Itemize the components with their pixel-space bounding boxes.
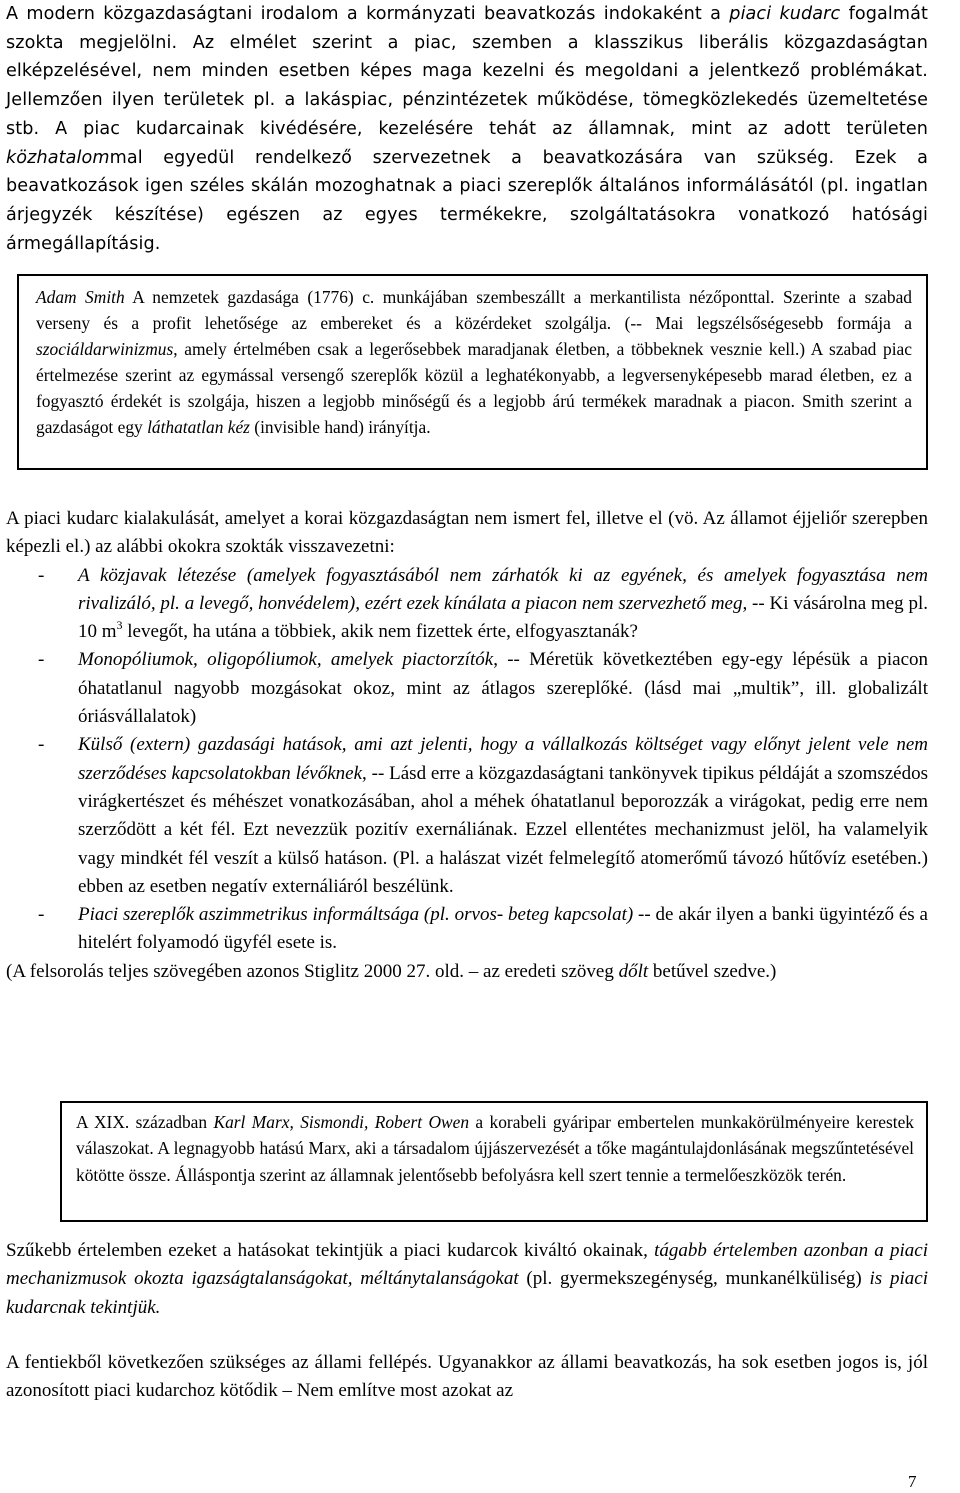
para3-italic-2: is piaci kudarcnak tekintjük. bbox=[6, 1268, 928, 1318]
adam-smith-paragraph bbox=[36, 284, 912, 441]
intro-italic-kozhatalom: közhatalom bbox=[6, 147, 110, 168]
market-failure-section bbox=[6, 505, 928, 986]
dash-bullet: - bbox=[38, 734, 45, 756]
list-item-3-text: , -- Lásd erre a közgazdaságtani tankönyvek tipikus példáját a szomszédos virágkertészet és méhészet vonatkozásában, ahol a méhek óhatatlanul beporozzák a virágokat, pedig erre nem szerződött a két fél. Ezt nevezzük pozitív exernáliának. Ezzel ellentétes mechanizmust jelöl, ha valamelyik vagy mindkét fél veszít a külső hatáson. (Pl. a halászat vizét felmelegítő atomerőmű távozó hűtővíz esetében.) ebben az esetben negatív externáliáról beszélünk. bbox=[78, 762, 929, 897]
marx-box bbox=[60, 1101, 928, 1222]
narrow-broad-paragraph bbox=[6, 1237, 928, 1322]
market-failure-list bbox=[6, 562, 928, 958]
list-item-1-text: -- Ki vásárolna meg pl. 10 m bbox=[78, 592, 928, 643]
para3-text-1: Szűkebb értelemben ezeket a hatásokat tekintjük a piaci kudarcok kiváltó okainak, bbox=[6, 1240, 655, 1261]
intro-italic-piaci-kudarc: piaci kudarc bbox=[729, 4, 841, 24]
para3-italic-1: tágabb értelemben azonban a piaci mechanizmusok okozta igazságtalanságokat, méltánytalanságokat bbox=[6, 1240, 928, 1290]
list-item-3-italic: Külső (extern) gazdasági hatások, ami azt jelenti, hogy a vállalkozás költséget vagy előnyt jelent vele nem szerződéses kapcsolatokban lévőknek bbox=[78, 734, 928, 784]
box1-text-1: A nemzetek gazdasága (1776) c. munkájában szembeszállt a merkantilista nézőponttal. Szerinte a szabad verseny és a profit lehetősége az embereket és a közérdeket szolgálja. (-- Mai legszélsőségesebb formája a bbox=[36, 287, 912, 334]
intro-text-3: mal egyedül rendelkező szervezetnek a beavatkozására van szükség. Ezek a beavatkozások igen széles skálán mozoghatnak a piaci szereplők általános informálásától (pl. ingatlan árjegyzék készítése) egészen az egyes termékekre, szolgáltatásokra vonatkozó hatósági ármegállapításig. bbox=[6, 147, 928, 254]
list-item-4-italic: Piaci szereplők aszimmetrikus informáltsága (pl. orvos- beteg kapcsolat) bbox=[78, 904, 634, 926]
box1-text-2: , amely értelmében csak a legerősebbek maradjanak életben, a többeknek vesznie kell.) A szabad piac értelmezése szerint az egymással versengő szereplők közül a leghatékonyabb, a legversenyképesebb marad életben, ez a fogyasztó érdekét is szolgája, hiszen a legjobb minőségű és a legjobb árú termékek maradnak a piacon. Smith szerint a gazdaságot egy bbox=[36, 339, 912, 438]
box2-text-2: a korabeli gyáripar embertelen munkakörülményeire kerestek válaszokat. A legnagyobb hatású Marx, aki a társadalom újjászervezését a tőke magántulajdonlásának megszűntetésével kötötte össze. Álláspontja szerint az államnak jelentősebb befolyásra kell szert tennie a termelőeszközök terén. bbox=[76, 1112, 914, 1185]
box1-text-3: (invisible hand) irányítja. bbox=[249, 417, 431, 438]
list-item bbox=[6, 731, 928, 901]
state-intervention-paragraph: A fentiekből következően szükséges az állami fellépés. Ugyanakkor az állami beavatkozás, ha sok esetben jogos is, jól azonosított piaci kudarchoz kötődik – Nem említve most azokat az bbox=[6, 1352, 928, 1402]
intro-text-1: A modern közgazdaságtani irodalom a kormányzati beavatkozás indokaként a bbox=[6, 4, 730, 24]
superscript-3: 3 bbox=[116, 618, 123, 633]
outro-italic-dolt: dőlt bbox=[618, 960, 649, 982]
list-item-1-italic: A közjavak létezése (amelyek fogyasztásából nem zárhatók ki az egyének, és amelyek fogyasztása nem rivalizáló, pl. a levegő, honvédelem), ezért ezek kínálata a piacon nem szervezhető meg, bbox=[78, 564, 928, 614]
section2-outro bbox=[6, 958, 928, 986]
box1-italic-szocialdarwinizmus: szociáldarwinizmus bbox=[36, 339, 174, 360]
section2-intro: A piaci kudarc kialakulását, amelyet a korai közgazdaságtan nem ismert fel, illetve el (vö. Az államot éjjeliőr szerepben képezli el.) az alábbi okokra szokták visszavezetni: bbox=[6, 508, 928, 558]
list-item-1-text-2: levegőt, ha utána a többiek, akik nem fizettek érte, elfogyasztanák? bbox=[122, 621, 638, 643]
box1-italic-lathatatlan-kez: láthatatlan kéz bbox=[147, 417, 250, 438]
adam-smith-box bbox=[17, 274, 928, 470]
list-item-2-text: , -- Méretük következtében egy-egy lépésük a piacon óhatatlanul nagyobb mozgásokat okoz, mint az átlagos szereplőké. (lásd mai „multik”, ill. globalizált óriásvállalatok) bbox=[78, 649, 929, 728]
list-item bbox=[6, 901, 928, 958]
list-item bbox=[6, 562, 928, 647]
dash-bullet: - bbox=[38, 649, 45, 671]
box1-italic-adam-smith: Adam Smith bbox=[36, 287, 125, 307]
list-item-4-text: -- de akár ilyen a banki ügyintéző és a hitelért folyamodó ügyfél esete is. bbox=[78, 904, 928, 954]
list-item bbox=[6, 646, 928, 731]
para3-text-2: (pl. gyermekszegénység, munkanélküliség) bbox=[518, 1268, 870, 1290]
outro-text-1: (A felsorolás teljes szövegében azonos Stiglitz 2000 27. old. – az eredeti szöveg bbox=[6, 960, 619, 982]
outro-text-2: betűvel szedve.) bbox=[648, 960, 777, 982]
marx-paragraph bbox=[76, 1109, 914, 1188]
intro-paragraph bbox=[6, 0, 928, 258]
list-item-2-italic: Monopóliumok, oligopóliumok, amelyek piactorzítók bbox=[78, 649, 494, 671]
box2-text-1: A XIX. században bbox=[76, 1112, 214, 1132]
dash-bullet: - bbox=[38, 564, 45, 586]
intro-text-2: fogalmát szokta megjelölni. Az elmélet szerint a piac, szemben a klasszikus liberális közgazdaságtan elképzelésével, nem minden esetben képes maga kezelni és megoldani a jelentkező problémákat. Jellemzően ilyen területek pl. a lakáspiac, pénzintézetek működése, tömegközlekedés üzemeltetése stb. A piac kudarcainak kivédésére, kezelésére tehát az államnak, mint az adott területen bbox=[6, 4, 928, 139]
page-number: 7 bbox=[908, 1472, 917, 1491]
dash-bullet: - bbox=[38, 904, 45, 926]
box2-italic-names: Karl Marx, Sismondi, Robert Owen bbox=[213, 1112, 470, 1132]
